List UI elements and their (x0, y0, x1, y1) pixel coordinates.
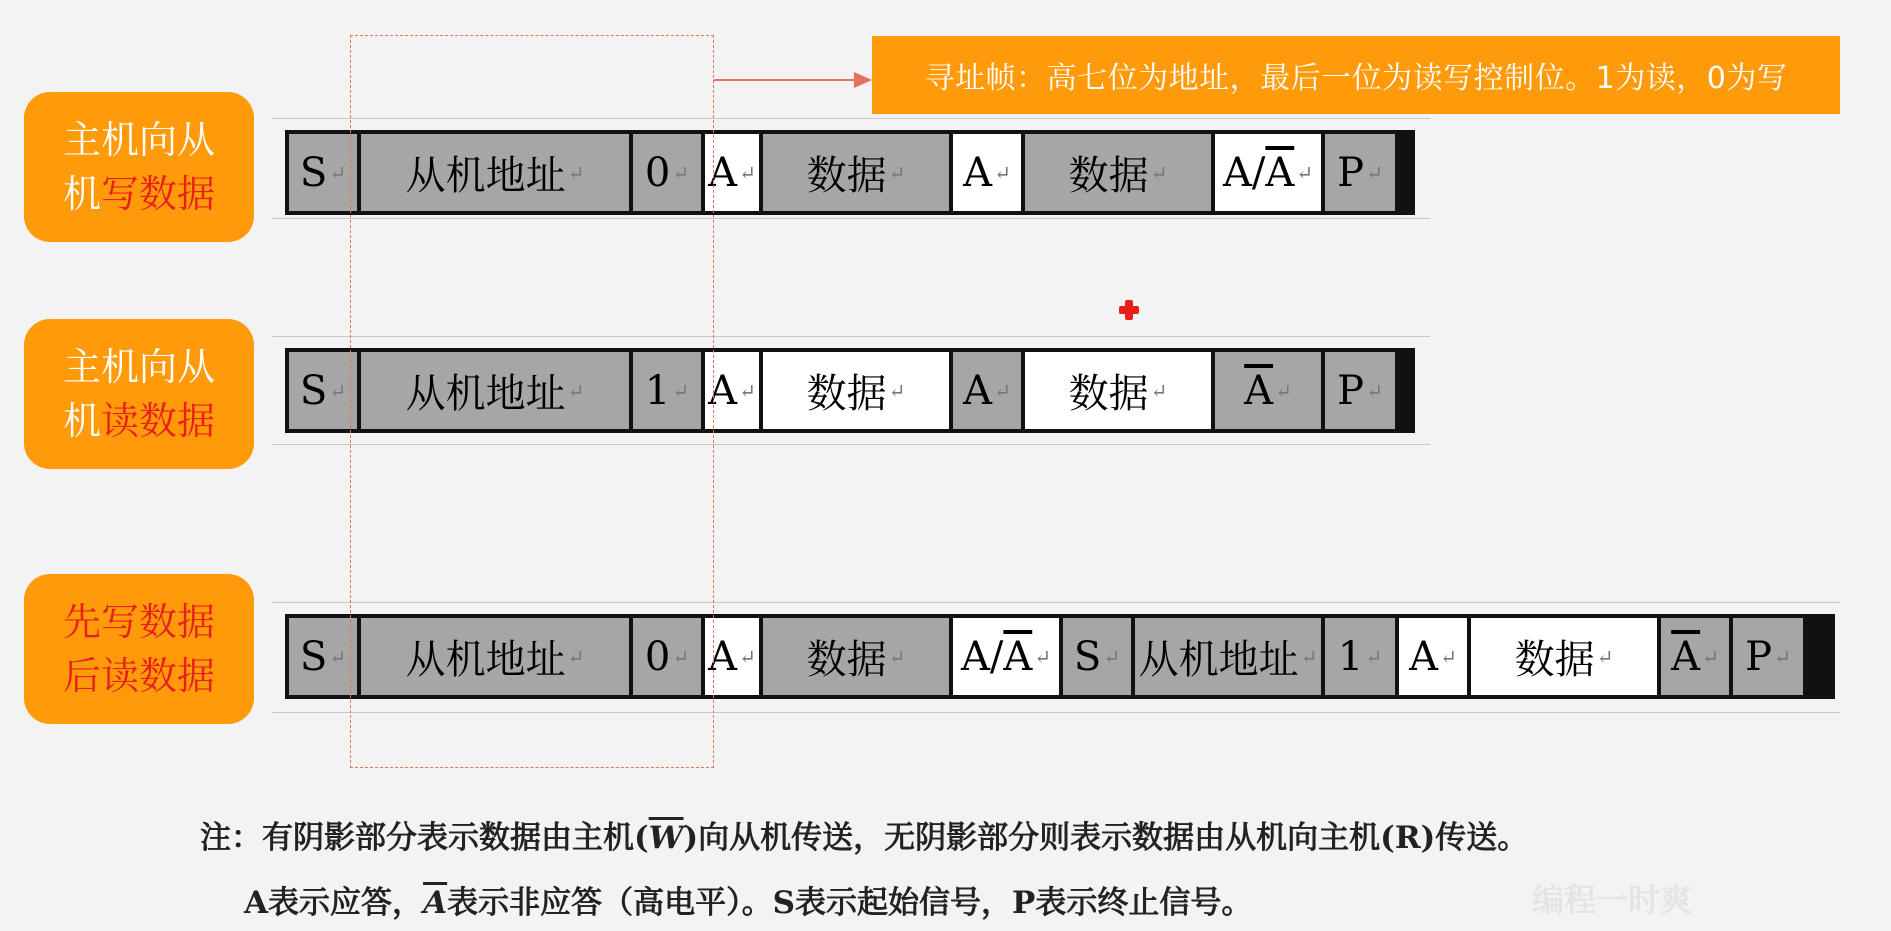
note-w-overline: $\overline{W}$ (648, 820, 684, 856)
note-text: A表示应答， (244, 885, 424, 921)
frame-cell (953, 352, 1021, 429)
return-mark-icon: ↵ (567, 644, 585, 669)
return-mark-icon: ↵ (1150, 378, 1168, 403)
note-text: 注：有阴影部分表示数据由主机( (200, 820, 649, 856)
cell-text: 1 (1337, 633, 1364, 680)
cell-text-overline: $\overline{A}$ (1003, 633, 1033, 680)
frame-cell (1399, 618, 1467, 695)
label-text: 主机向从 (62, 118, 215, 162)
return-mark-icon: ↵ (1702, 644, 1719, 669)
cell-text: A/ (960, 633, 1004, 680)
cell-text: 数据 (1068, 371, 1149, 417)
cell-text: P (1337, 367, 1365, 414)
return-mark-icon: ↵ (329, 160, 347, 185)
note-abar-overline: $\overline{A}$ (423, 885, 448, 921)
row-label-line (63, 113, 215, 167)
cell-text-overline: $\overline{A}$ (1265, 149, 1295, 196)
address-frame-callout: 寻址帧：高七位为地址，最后一位为读写控制位。1为读，0为写 (872, 36, 1840, 114)
return-mark-icon: ↵ (1440, 644, 1457, 669)
row-label-write (24, 92, 254, 242)
return-mark-icon: ↵ (329, 644, 347, 669)
return-mark-icon: ↵ (1103, 644, 1121, 669)
frame-cell (289, 618, 357, 695)
cell-text-overline: $\overline{A}$ (1671, 633, 1701, 680)
cell-text: P (1745, 633, 1773, 680)
label-text: 机 (62, 399, 101, 443)
crosshair-cursor-icon (1117, 298, 1141, 322)
cell-text: 数据 (1068, 153, 1149, 199)
note-text: )向从机传送，无阴影部分则表示数据由从机向主机(R)传送。 (683, 820, 1529, 856)
row-label-combined (24, 574, 254, 724)
row-label-line (63, 394, 215, 448)
return-mark-icon: ↵ (1150, 160, 1168, 185)
cell-text: 数据 (1514, 637, 1595, 683)
frame-cell (1471, 618, 1657, 695)
return-mark-icon: ↵ (888, 378, 906, 403)
cell-text: A (963, 149, 993, 196)
label-highlight: 后读数据 (62, 654, 215, 698)
return-mark-icon: ↵ (994, 160, 1011, 185)
cell-text: 1 (644, 367, 671, 414)
cell-text: 从机地址 (405, 153, 566, 199)
frame-cell (953, 618, 1059, 695)
frame-cell (1325, 618, 1395, 695)
return-mark-icon: ↵ (739, 378, 756, 403)
return-mark-icon: ↵ (1365, 644, 1383, 669)
row-label-line (63, 167, 215, 221)
return-mark-icon: ↵ (672, 378, 690, 403)
return-mark-icon: ↵ (567, 378, 585, 403)
return-mark-icon: ↵ (888, 644, 906, 669)
frame-cell (763, 134, 949, 211)
frame-cell (289, 352, 357, 429)
watermark: 编程一时爽 (1532, 881, 1693, 919)
cell-text: 数据 (806, 371, 887, 417)
cell-text: 0 (644, 633, 671, 680)
cell-text: A (708, 633, 738, 680)
return-mark-icon: ↵ (1300, 644, 1318, 669)
cell-text: 数据 (806, 637, 887, 683)
frame-cell (1215, 352, 1321, 429)
label-highlight: 读数据 (101, 399, 216, 443)
frame-cell (1733, 618, 1803, 695)
frame-cell (1063, 618, 1131, 695)
return-mark-icon: ↵ (1275, 378, 1292, 403)
cell-text: S (299, 149, 328, 196)
return-mark-icon: ↵ (672, 160, 690, 185)
cell-text: A (708, 367, 738, 414)
cell-text: 0 (644, 149, 671, 196)
frame-cell (1325, 134, 1395, 211)
address-frame-highlight (350, 35, 714, 768)
frame-cell (763, 352, 949, 429)
label-text: 机 (62, 172, 101, 216)
frame-cell (1325, 352, 1395, 429)
cell-text: P (1337, 149, 1365, 196)
cell-text: A (708, 149, 738, 196)
cell-text: S (1073, 633, 1102, 680)
cell-text-overline: $\overline{A}$ (1244, 367, 1274, 414)
label-highlight: 先写数据 (62, 600, 215, 644)
frame-cell (1025, 352, 1211, 429)
cell-text: 数据 (806, 153, 887, 199)
arrow-icon (714, 68, 874, 92)
cell-text: S (299, 633, 328, 680)
cell-text: A/ (1222, 149, 1266, 196)
row-label-line (63, 595, 215, 649)
frame-cell (1025, 134, 1211, 211)
return-mark-icon: ↵ (1034, 644, 1052, 669)
cell-text: 从机地址 (1138, 637, 1299, 683)
return-mark-icon: ↵ (1596, 644, 1614, 669)
return-mark-icon: ↵ (567, 160, 585, 185)
return-mark-icon: ↵ (329, 378, 347, 403)
label-highlight: 写数据 (101, 172, 216, 216)
note-line-2 (244, 877, 1252, 922)
frame-cell (1135, 618, 1321, 695)
cell-text: A (1409, 633, 1439, 680)
cell-text: A (963, 367, 993, 414)
note-text: 表示非应答（高电平）。S表示起始信号，P表示终止信号。 (447, 885, 1253, 921)
cell-text: 从机地址 (405, 637, 566, 683)
cell-text: S (299, 367, 328, 414)
return-mark-icon: ↵ (739, 160, 756, 185)
return-mark-icon: ↵ (994, 378, 1011, 403)
cell-text: 从机地址 (405, 371, 566, 417)
row-label-line (63, 649, 215, 703)
return-mark-icon: ↵ (1366, 160, 1383, 185)
row-label-read (24, 319, 254, 469)
return-mark-icon: ↵ (1774, 644, 1791, 669)
frame-cell (1215, 134, 1321, 211)
row-label-line (63, 340, 215, 394)
return-mark-icon: ↵ (1296, 160, 1314, 185)
return-mark-icon: ↵ (739, 644, 756, 669)
frame-cell (1661, 618, 1729, 695)
frame-cell (289, 134, 357, 211)
return-mark-icon: ↵ (888, 160, 906, 185)
frame-cell (953, 134, 1021, 211)
note-line-1 (200, 812, 1528, 857)
frame-cell (763, 618, 949, 695)
label-text: 主机向从 (62, 345, 215, 389)
return-mark-icon: ↵ (1366, 378, 1383, 403)
return-mark-icon: ↵ (672, 644, 690, 669)
